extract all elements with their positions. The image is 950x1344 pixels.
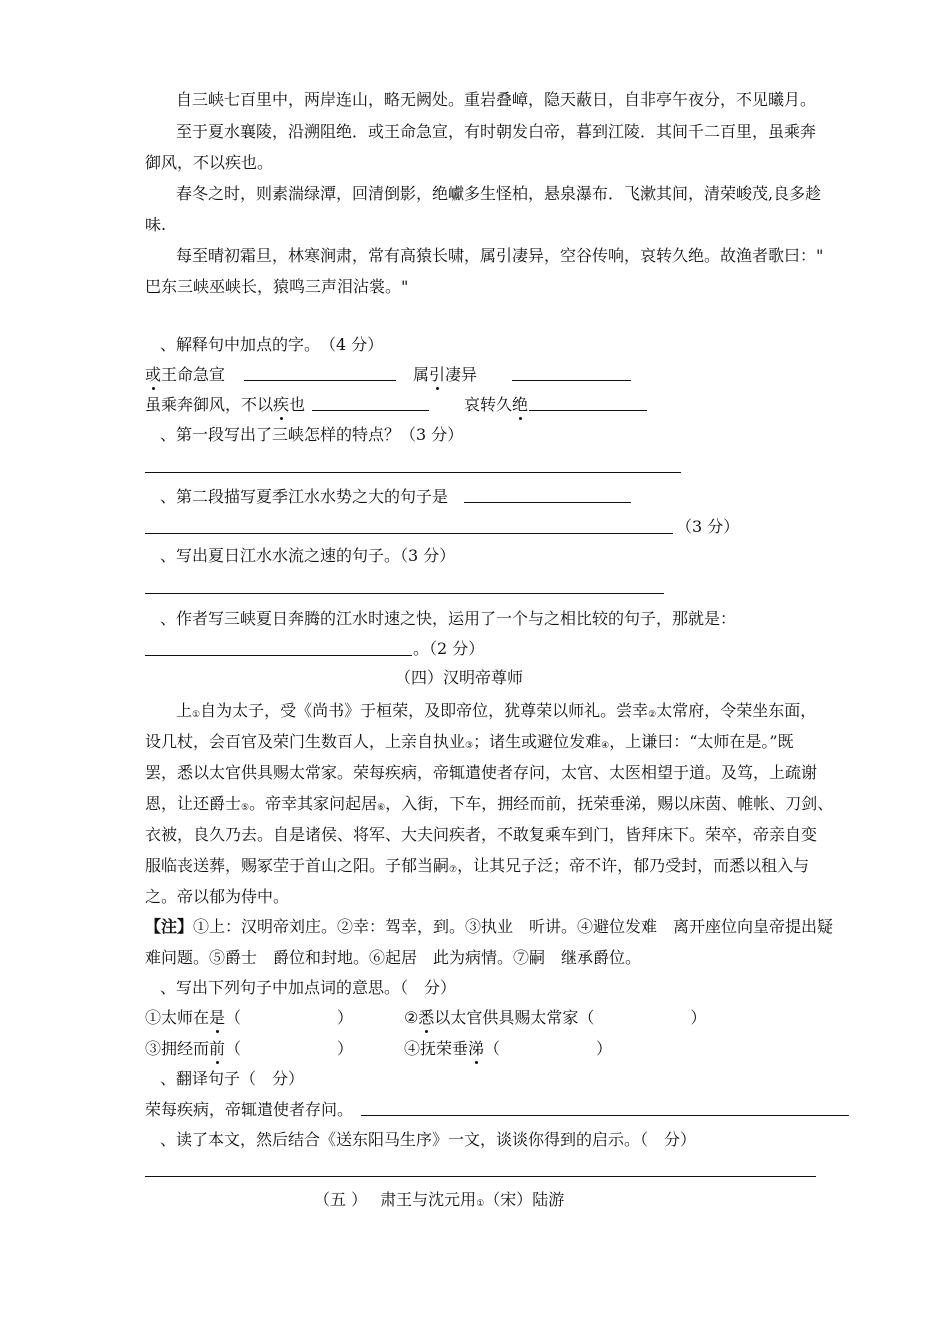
dotted-char: 绝 — [512, 395, 529, 414]
dotted-char: 疾 — [273, 395, 290, 414]
item-text: ④抚荣垂 — [404, 1039, 469, 1058]
passage-line-3: 罢，悉以太官供具赐太常家。荣每疾病，帝辄遣使者存问，太官、太医相望于道。及笃，上疏谢 — [145, 763, 818, 782]
item-not-fast — [145, 395, 305, 415]
text-span: 。帝幸其家问起居 — [249, 794, 378, 813]
dotted-char: 引 — [429, 365, 446, 384]
title-text: （五 ） 肃王与沈元用 — [314, 1190, 477, 1209]
passage-paragraph-2-line-1: 至于夏水襄陵，沿溯阻绝．或王命急宣，有时朝发白帝，暮到江陵．其间千二百里，虽乘奔 — [176, 122, 817, 141]
passage-paragraph-4-line-2: 巴东三峡巫峡长，猿鸣三声泪沾裳。" — [145, 277, 409, 296]
passage-line-4 — [145, 794, 833, 817]
answer-blank[interactable] — [464, 502, 631, 503]
answer-parentheses[interactable]: （ ） — [484, 1039, 613, 1058]
question-first-paragraph: 、第一段写出了三峡怎样的特点？（3 分） — [160, 425, 464, 444]
question-explain-dotted-words: 、解释句中加点的字。 （4 分） — [160, 335, 384, 354]
item-a — [145, 1008, 353, 1028]
score-label: （3 分） — [676, 517, 740, 536]
question-comparison-sentence: 、作者写三峡夏日奔腾的江水时速之快，运用了一个与之相比较的句子，那就是： — [160, 609, 737, 628]
notes-label: 【注】 — [145, 917, 194, 936]
question-water-speed: 、写出夏日江水水流之速的句子。（3 分） — [160, 546, 456, 565]
text-span: 自为太子，受《尚书》于桓荣，及即帝位，犹尊荣以师礼。尝幸 — [200, 701, 649, 720]
text-span: 太常府，令荣坐东面， — [656, 701, 817, 720]
section-4-title — [0, 668, 950, 688]
item-c — [145, 1039, 353, 1059]
score-label: 。（2 分） — [413, 639, 485, 658]
question-dotted-word-meanings: 、写出下列句子中加点词的意思。（ 分） — [160, 978, 457, 997]
item-text: ② — [404, 1008, 419, 1027]
footnote-marker: ⑥ — [377, 803, 386, 813]
passage-line-2 — [145, 732, 794, 755]
passage-paragraph-4-line-1: 每至晴初霜旦，林寒涧肃，常有高猿长啸，属引凄异，空谷传响，哀转久绝。故渔者歌曰：" — [176, 246, 824, 265]
passage-line-7: 之。帝以郁为侍中。 — [145, 887, 290, 906]
question-translate: 、翻译句子（ 分） — [160, 1069, 305, 1088]
item-text: 以太官供具赐太常家 — [434, 1008, 579, 1027]
text-span: 服临丧送葬，赐冢茔于首山之阳。子郁当嗣 — [145, 856, 450, 875]
item-text: ③拥经而 — [145, 1039, 210, 1058]
item-text: 也 — [289, 395, 306, 414]
answer-line[interactable] — [361, 1115, 849, 1116]
text-span: 恩，让还爵士 — [145, 794, 242, 813]
question-summer-water-volume: 、第二段描写夏季江水水势之大的句子是 — [160, 487, 449, 506]
footnote-marker: ② — [648, 710, 657, 720]
notes-line-1 — [145, 917, 833, 937]
title-text: （四）汉明帝尊师 — [394, 668, 523, 687]
text-span: 上 — [176, 701, 193, 720]
item-text: ①太师在 — [145, 1008, 210, 1027]
footnote-marker: ⑤ — [241, 803, 250, 813]
answer-line[interactable] — [145, 1176, 816, 1177]
text-span: ；诸生或避位发难 — [473, 732, 602, 751]
answer-parentheses[interactable]: （ ） — [225, 1008, 354, 1027]
item-lingering-cry — [413, 365, 477, 385]
notes-text: ①上：汉明帝刘庄。②幸：驾幸，到。③执业 听讲。④避位发难 离开座位向皇帝提出疑 — [193, 917, 834, 936]
text-span: 设几杖，会百官及荣门生数百人，上亲自执业 — [145, 732, 466, 751]
footnote-marker: ④ — [601, 741, 610, 751]
dotted-char: 是 — [209, 1008, 226, 1027]
item-or-king-command — [145, 365, 225, 385]
passage-line-6 — [145, 856, 809, 879]
dotted-char: 或 — [145, 365, 162, 384]
footnote-marker: ① — [476, 1199, 485, 1209]
dotted-char: 涕 — [468, 1039, 485, 1058]
item-text: 属 — [413, 365, 430, 384]
answer-blank[interactable] — [312, 410, 429, 411]
text-span: ，入街，下车，拥经而前，抚荣垂涕，赐以床茵、帷帐、刀剑、 — [385, 794, 834, 813]
passage-line-1 — [176, 701, 816, 724]
answer-parentheses[interactable]: （ ） — [578, 1008, 707, 1027]
section-5-title — [314, 1190, 564, 1213]
question-insight: 、读了本文，然后结合《送东阳马生序》一文，谈谈你得到的启示。（ 分） — [160, 1130, 697, 1149]
answer-blank[interactable] — [512, 380, 631, 381]
item-text: 虽乘奔御风，不以 — [145, 395, 274, 414]
answer-line[interactable] — [145, 533, 673, 534]
item-text: 凄异 — [445, 365, 478, 384]
answer-blank[interactable] — [244, 380, 396, 381]
title-text: （宋）陆游 — [484, 1190, 565, 1209]
item-echo-long — [464, 395, 528, 415]
item-text: 哀转久 — [464, 395, 513, 414]
passage-paragraph-3-line-2: 味. — [145, 215, 167, 234]
answer-parentheses[interactable]: （ ） — [225, 1039, 354, 1058]
notes-line-2: 难问题。⑤爵士 爵位和封地。⑥起居 此为病情。⑦嗣 继承爵位。 — [145, 948, 642, 967]
passage-paragraph-1: 自三峡七百里中，两岸连山，略无阙处。重岩叠嶂，隐天蔽日，自非亭午夜分，不见曦月。 — [176, 90, 817, 109]
footnote-marker: ① — [192, 710, 201, 720]
answer-line[interactable] — [145, 472, 681, 473]
answer-blank[interactable] — [529, 410, 647, 411]
footnote-marker: ③ — [465, 741, 474, 751]
passage-paragraph-3-line-1: 春冬之时，则素湍绿潭，回清倒影，绝巘多生怪柏，悬泉瀑布．飞漱其间，清荣峻茂,良多趁 — [176, 184, 822, 203]
text-span: ，让其兄子泛；帝不许，郁乃受封，而悉以租入与 — [457, 856, 810, 875]
footnote-marker: ⑦ — [449, 865, 458, 875]
answer-line[interactable] — [145, 593, 664, 594]
item-b — [404, 1008, 706, 1028]
dotted-char: 前 — [209, 1039, 226, 1058]
item-text: 王命急宣 — [161, 365, 226, 384]
text-span: ，上谦曰：“太师在是。”既 — [609, 732, 794, 751]
passage-line-5: 衣被，良久乃去。自是诸侯、将军、大夫问疾者，不敢复乘车到门，皆拜床下。荣卒，帝亲自变 — [145, 825, 818, 844]
item-d — [404, 1039, 612, 1059]
passage-paragraph-2-line-2: 御风，不以疾也。 — [145, 153, 274, 172]
answer-blank[interactable] — [145, 655, 412, 656]
dotted-char: 悉 — [418, 1008, 435, 1027]
sentence-to-translate: 荣每疾病，帝辄遣使者存问。 — [145, 1100, 354, 1119]
